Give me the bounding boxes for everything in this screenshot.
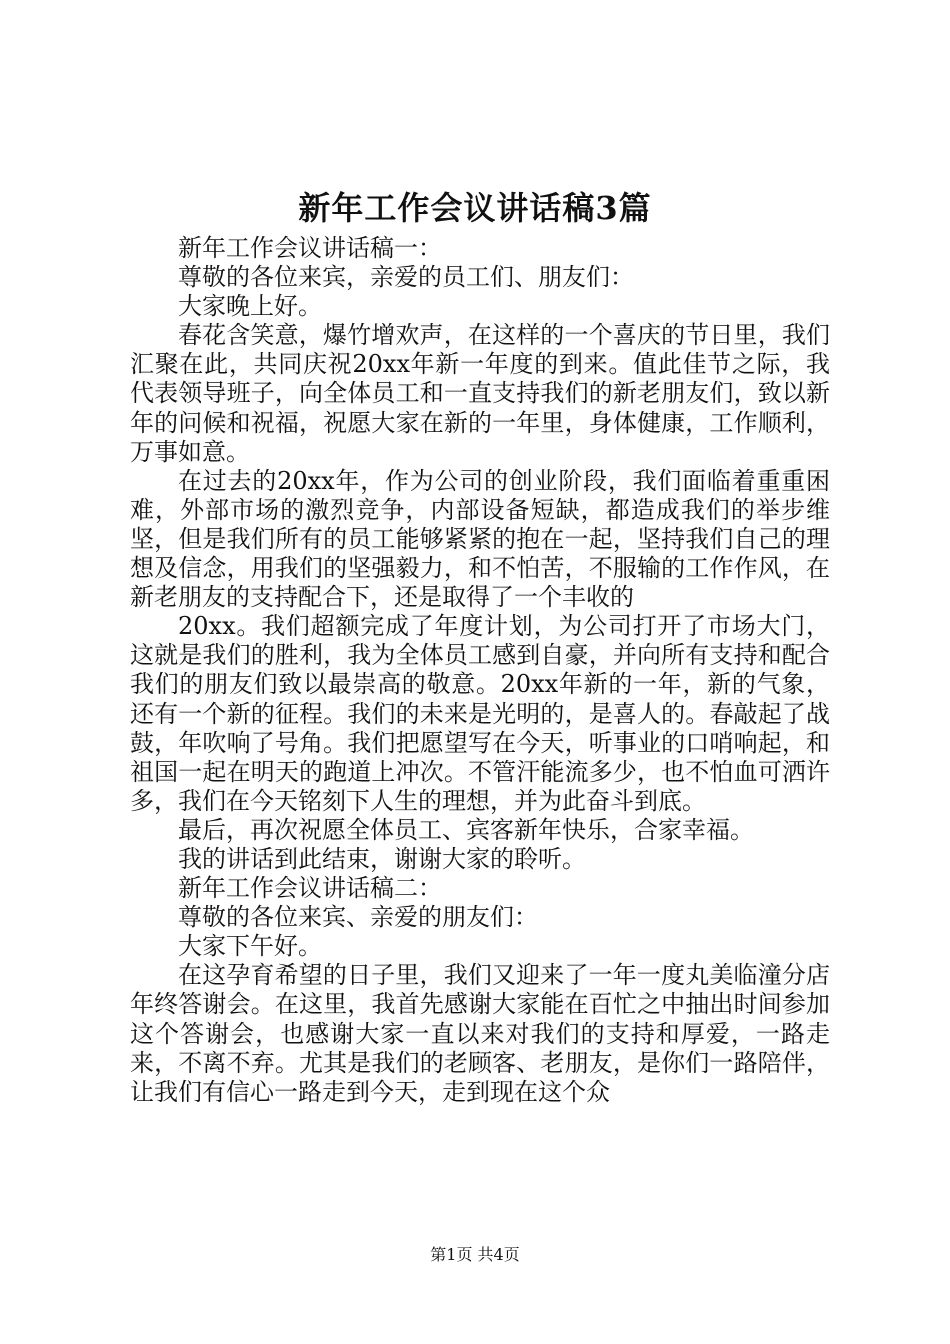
document-title: 新年工作会议讲话稿3篇	[298, 189, 652, 227]
page-number-footer: 第1页 共4页	[430, 1245, 520, 1264]
paragraph: 我的讲话到此结束，谢谢大家的聆听。	[178, 844, 586, 873]
document-body	[130, 234, 830, 1107]
paragraph: 20xx。我们超额完成了年度计划，为公司打开了市场大门，这就是我们的胜利，我为全体员工感到自豪，并向所有支持和配合我们的朋友们致以最崇高的敬意。20xx年新的一年，新的气象，还有一个新的征程。我们的未来是光明的，是喜人的。春敲起了战鼓，年吹响了号角。我们把愿望写在今天，听事业的口哨响起，和祖国一起在明天的跑道上冲次。不管汗能流多少，也不怕血可洒许多，我们在今天铭刻下人生的理想，并为此奋斗到底。	[130, 612, 830, 815]
paragraph: 大家下午好。	[178, 932, 322, 961]
paragraph: 在这孕育希望的日子里，我们又迎来了一年一度丸美临潼分店年终答谢会。在这里，我首先感谢大家能在百忙之中抽出时间参加这个答谢会，也感谢大家一直以来对我们的支持和厚爱，一路走来，不离不弃。尤其是我们的老顾客、老朋友，是你们一路陪伴，让我们有信心一路走到今天，走到现在这个众	[130, 961, 830, 1106]
paragraph: 在过去的20xx年，作为公司的创业阶段，我们面临着重重困难，外部市场的激烈竞争，内部设备短缺，都造成我们的举步维坚，但是我们所有的员工能够紧紧的抱在一起，坚持我们自己的理想及信念，用我们的坚强毅力，和不怕苦，不服输的工作作风，在新老朋友的支持配合下，还是取得了一个丰收的	[130, 466, 830, 612]
paragraph: 大家晚上好。	[178, 292, 322, 321]
paragraph: 尊敬的各位来宾，亲爱的员工们、朋友们：	[178, 263, 634, 292]
paragraph: 新年工作会议讲话稿一：	[178, 234, 442, 262]
paragraph: 尊敬的各位来宾、亲爱的朋友们：	[178, 903, 538, 932]
paragraph: 春花含笑意，爆竹增欢声，在这样的一个喜庆的节日里，我们汇聚在此，共同庆祝20xx年新一年度的到来。值此佳节之际，我代表领导班子，向全体员工和一直支持我们的新老朋友们，致以新年的问候和祝福，祝愿大家在新的一年里，身体健康，工作顺利，万事如意。	[130, 321, 830, 466]
paragraph: 最后，再次祝愿全体员工、宾客新年快乐，合家幸福。	[178, 815, 754, 844]
paragraph: 新年工作会议讲话稿二：	[178, 874, 442, 903]
